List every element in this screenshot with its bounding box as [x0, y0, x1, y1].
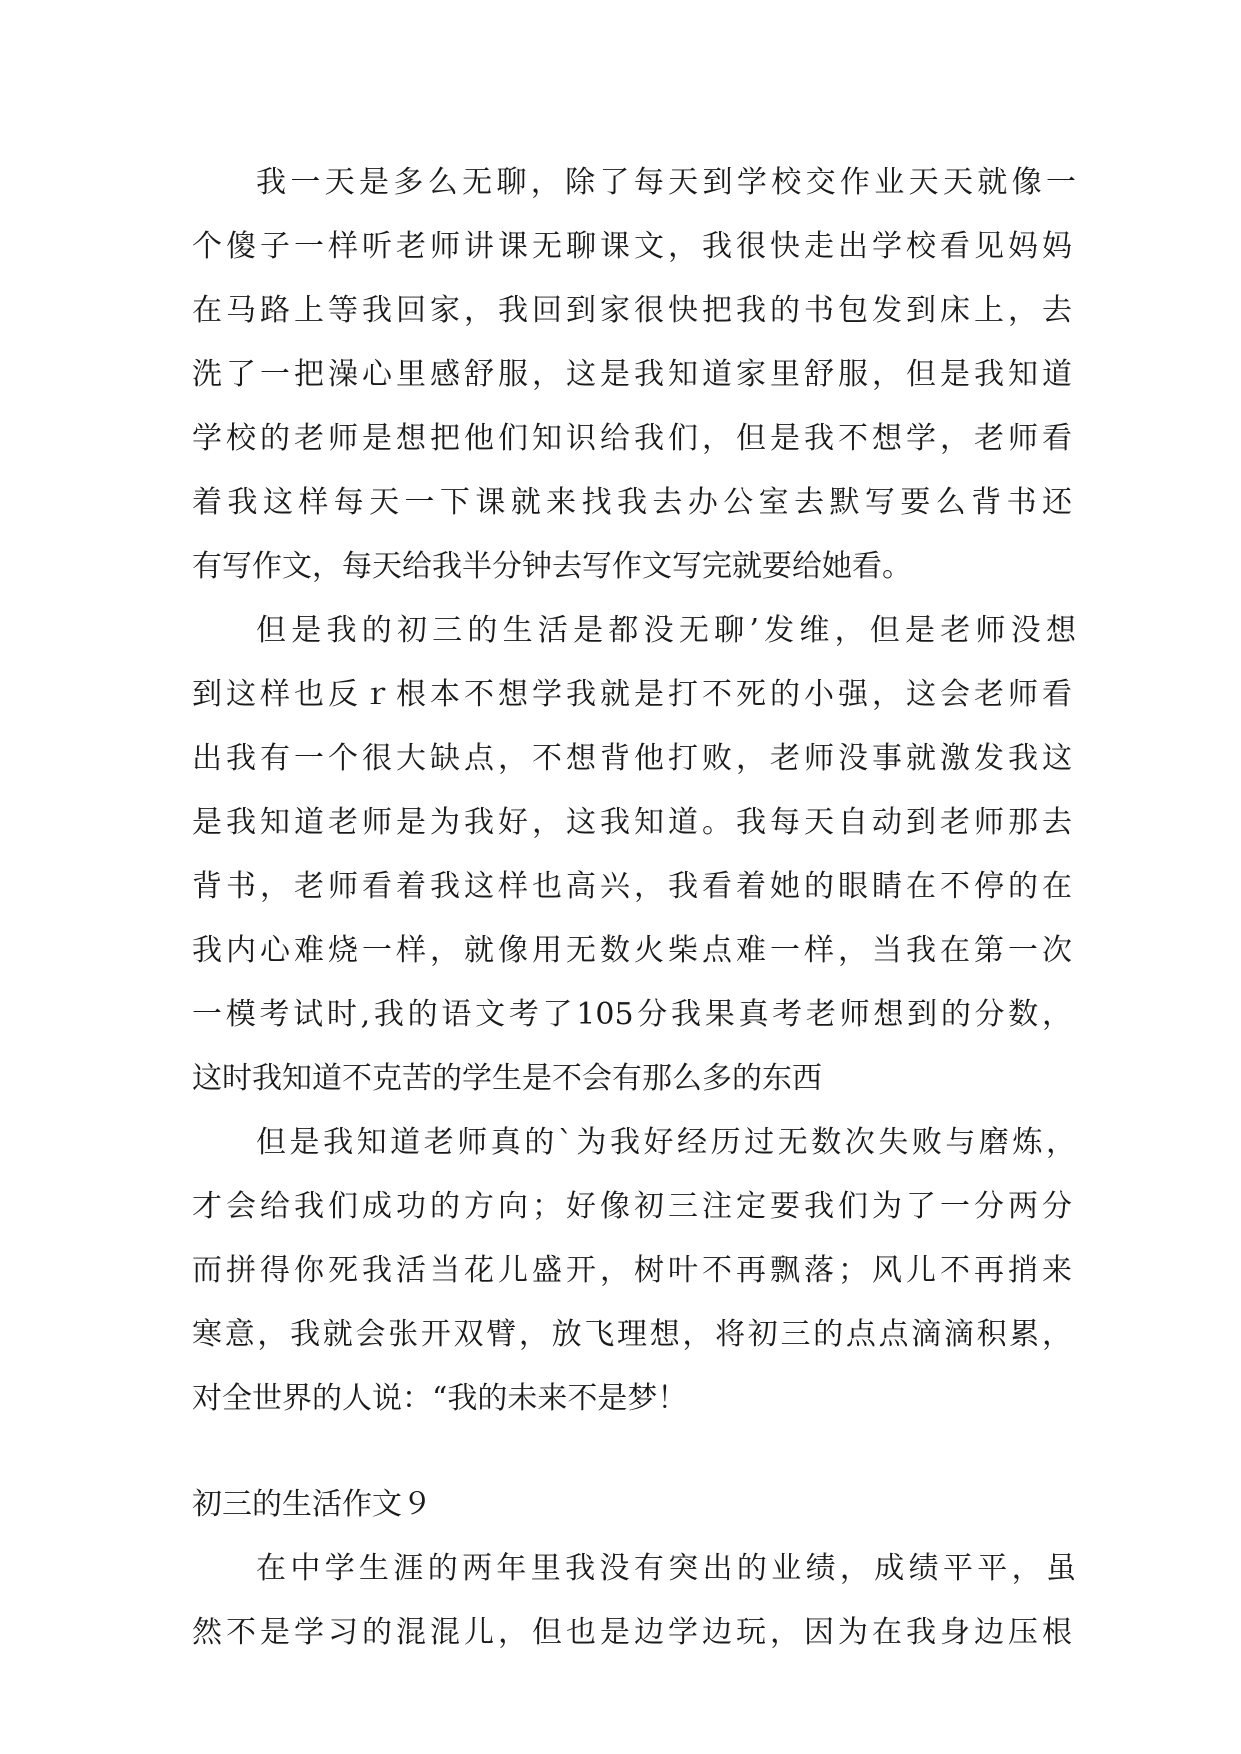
paragraph-3-line-5: 对全世界的人说：“我的未来不是梦！ [192, 1381, 688, 1416]
paragraph-3-line-4: 寒意，我就会张开双臂，放飞理想，将初三的点点滴滴积累， [192, 1317, 1072, 1352]
paragraph-1-line-6: 着我这样每天一下课就来找我去办公室去默写要么背书还 [192, 485, 1072, 520]
paragraph-1-line-3: 在马路上等我回家，我回到家很快把我的书包发到床上，去 [192, 293, 1072, 328]
paragraph-2-line-8: 这时我知道不克苦的学生是不会有那么多的东西 [192, 1061, 822, 1096]
paragraph-3-line-3: 而拼得你死我活当花儿盛开，树叶不再飘落；风儿不再捎来 [192, 1253, 1072, 1288]
paragraph-2-line-2: 到这样也反ｒ根本不想学我就是打不死的小强，这会老师看 [192, 677, 1072, 712]
paragraph-1-line-5: 学校的老师是想把他们知识给我们，但是我不想学，老师看 [192, 421, 1072, 456]
paragraph-4-line-1: 在中学生涯的两年里我没有突出的业绩，成绩平平，虽 [256, 1551, 1076, 1586]
paragraph-4-line-2: 然不是学习的混混儿，但也是边学边玩，因为在我身边压根 [192, 1615, 1072, 1650]
paragraph-2-line-4: 是我知道老师是为我好，这我知道。我每天自动到老师那去 [192, 805, 1072, 840]
paragraph-2-line-1: 但是我的初三的生活是都没无聊’发维，但是老师没想 [256, 613, 1076, 648]
paragraph-1-line-7: 有写作文，每天给我半分钟去写作文写完就要给她看。 [192, 549, 912, 584]
paragraph-1-line-2: 个傻子一样听老师讲课无聊课文，我很快走出学校看见妈妈 [192, 229, 1072, 264]
paragraph-2-line-7: 一模考试时,我的语文考了105分我果真考老师想到的分数， [192, 997, 1072, 1032]
paragraph-2-line-3: 出我有一个很大缺点，不想背他打败，老师没事就激发我这 [192, 741, 1072, 776]
section-title: 初三的生活作文９ [192, 1487, 432, 1522]
paragraph-1-line-1: 我一天是多么无聊，除了每天到学校交作业天天就像一 [256, 165, 1076, 200]
paragraph-1-line-4: 洗了一把澡心里感舒服，这是我知道家里舒服，但是我知道 [192, 357, 1072, 392]
paragraph-3-line-1: 但是我知道老师真的`为我好经历过无数次失败与磨炼， [256, 1125, 1076, 1160]
paragraph-3-line-2: 才会给我们成功的方向；好像初三注定要我们为了一分两分 [192, 1189, 1072, 1224]
paragraph-2-line-6: 我内心难烧一样，就像用无数火柴点难一样，当我在第一次 [192, 933, 1072, 968]
paragraph-2-line-5: 背书，老师看着我这样也高兴，我看着她的眼睛在不停的在 [192, 869, 1072, 904]
